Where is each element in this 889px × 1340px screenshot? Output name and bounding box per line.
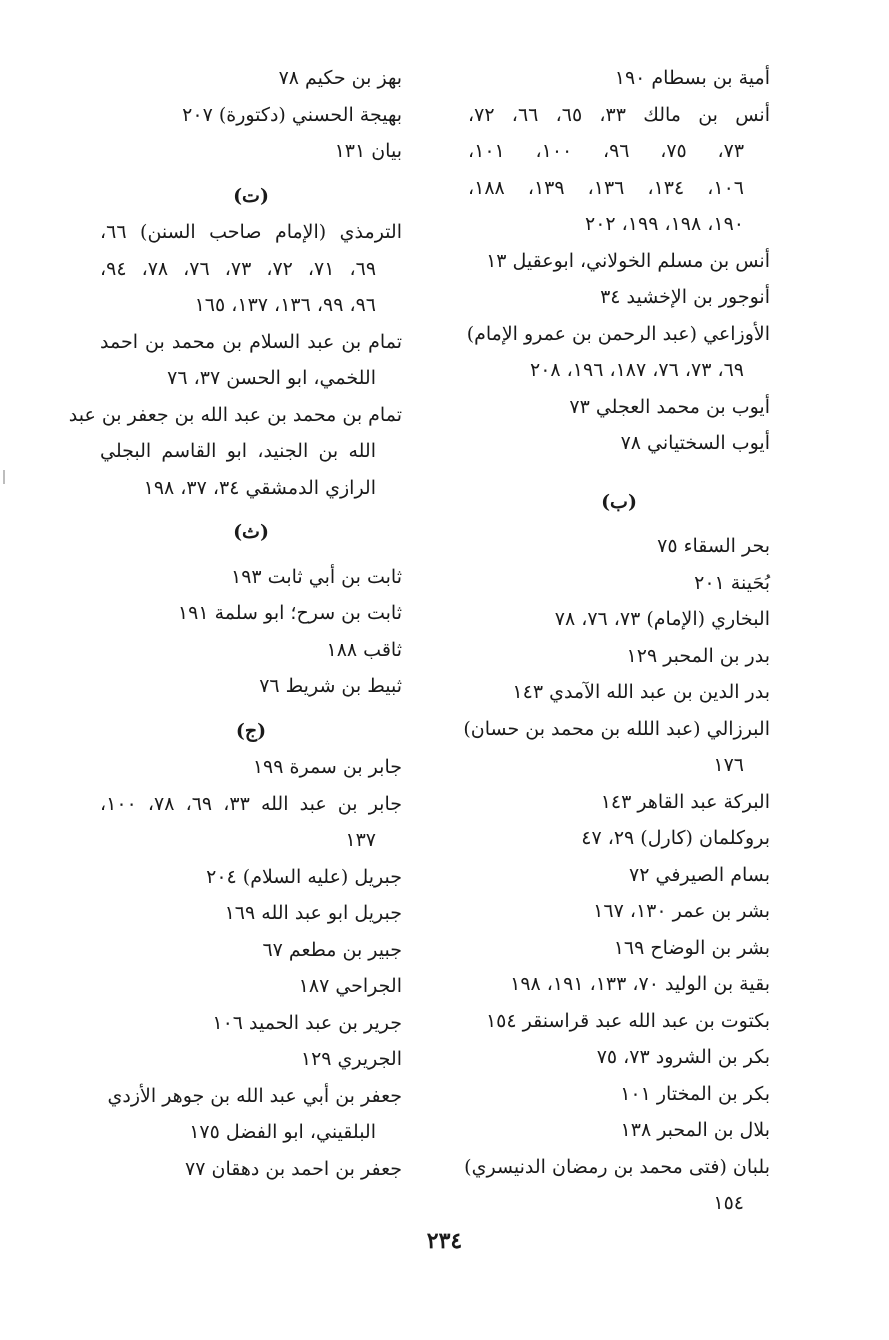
index-entry: أيوب بن محمد العجلي ٧٣: [569, 395, 770, 418]
index-column-right: [463, 60, 770, 1222]
section-heading-tha: (ث): [233, 521, 269, 543]
index-entry: ثابت بن سرح؛ ابو سلمة ١٩١: [177, 602, 402, 624]
section-gap: [468, 462, 770, 484]
index-entry: جبريل ابو عبد الله ١٦٩: [224, 902, 402, 924]
index-entry: جبريل (عليه السلام) ٢٠٤: [206, 865, 402, 888]
index-entry: بكتوت بن عبد الله عبد قراسنقر ١٥٤: [485, 1009, 770, 1032]
index-entry: بشر بن عمر ١٣٠، ١٦٧: [593, 900, 770, 922]
index-entry: تمام بن محمد بن عبد الله بن جعفر بن عبد: [68, 403, 402, 426]
index-entry-continuation: ١٣٧: [345, 829, 376, 851]
index-entry-continuation: ١٥٤: [713, 1192, 744, 1214]
index-entry: أمية بن بسطام ١٩٠: [614, 67, 770, 89]
index-entry-continuation: الرازي الدمشقي ٣٤، ٣٧، ١٩٨: [143, 476, 376, 499]
section-gap: [100, 551, 402, 559]
index-entry-continuation: ١٠٦، ١٣٤، ١٣٦، ١٣٩، ١٨٨،: [468, 176, 745, 199]
index-entry: بهز بن حكيم ٧٨: [278, 67, 402, 89]
index-entry: البركة عبد القاهر ١٤٣: [600, 790, 770, 813]
index-entry: ثبيط بن شريط ٧٦: [259, 675, 402, 697]
index-entry: بحر السقاء ٧٥: [657, 535, 770, 557]
index-entry: البرزالي (عبد اللله بن محمد بن حسان): [463, 717, 770, 740]
section-heading-ta: (ت): [233, 184, 269, 207]
index-entry: جبير بن مطعم ٦٧: [262, 938, 402, 961]
index-entry-continuation: البلقيني، ابو الفضل ١٧٥: [189, 1121, 376, 1143]
index-entry: بكر بن المختار ١٠١: [620, 1082, 770, 1105]
index-entry: جعفر بن احمد بن دهقان ٧٧: [185, 1157, 402, 1180]
index-entry: بهيجة الحسني (دكتورة) ٢٠٧: [182, 103, 402, 126]
index-entry: جابر بن عبد الله ٣٣، ٦٩، ٧٨، ١٠٠،: [100, 792, 402, 815]
scan-edge-mark: [3, 470, 5, 484]
index-entry: تمام بن عبد السلام بن محمد بن احمد: [100, 330, 402, 353]
index-entry: أنوجور بن الإخشيد ٣٤: [600, 286, 770, 308]
index-entry: جعفر بن أبي عبد الله بن جوهر الأزدي: [107, 1084, 402, 1107]
index-entry: أنس بن مسلم الخولاني، ابوعقيل ١٣: [486, 249, 770, 272]
index-entry: بكر بن الشرود ٧٣، ٧٥: [596, 1046, 770, 1068]
index-entry: بدر الدين بن عبد الله الآمدي ١٤٣: [512, 681, 770, 703]
index-entry: أنس بن مالك ٣٣، ٦٥، ٦٦، ٧٢،: [468, 103, 770, 126]
index-entry-continuation: ٩٦، ٩٩، ١٣٦، ١٣٧، ١٦٥: [194, 294, 376, 316]
index-entry-continuation: ٦٩، ٧٣، ٧٦، ١٨٧، ١٩٦، ٢٠٨: [530, 359, 744, 381]
index-entry-continuation: ١٧٦: [713, 754, 744, 776]
index-entry: الجراحي ١٨٧: [298, 975, 402, 997]
index-entry: بروكلمان (كارل) ٢٩، ٤٧: [581, 827, 770, 849]
section-gap: [468, 520, 770, 528]
section-gap: [100, 170, 402, 178]
section-heading-jim: (ج): [235, 719, 267, 742]
index-entry-continuation: اللخمي، ابو الحسن ٣٧، ٧٦: [167, 367, 376, 389]
index-entry: بشر بن الوضاح ١٦٩: [613, 936, 770, 959]
index-column-left: [68, 60, 402, 1187]
index-entry: البخاري (الإمام) ٧٣، ٧٦، ٧٨: [554, 608, 770, 630]
index-entry: بلبان (فتى محمد بن رمضان الدنيسري): [464, 1155, 770, 1178]
index-entry: ثابت بن أبي ثابت ١٩٣: [231, 565, 402, 588]
index-entry: بقية بن الوليد ٧٠، ١٣٣، ١٩١، ١٩٨: [510, 973, 770, 995]
index-entry: جرير بن عبد الحميد ١٠٦: [212, 1011, 402, 1034]
index-entry: بُحَينة ٢٠١: [694, 571, 770, 594]
index-entry: بيان ١٣١: [334, 140, 402, 162]
index-entry-continuation: الله بن الجنيد، ابو القاسم البجلي: [100, 440, 376, 462]
index-entry: الترمذي (الإمام صاحب السنن) ٦٦،: [100, 221, 402, 243]
index-entry-continuation: ٦٩، ٧١، ٧٢، ٧٣، ٧٦، ٧٨، ٩٤،: [100, 257, 377, 280]
index-entry: جابر بن سمرة ١٩٩: [252, 756, 402, 778]
index-entry: بدر بن المحبر ١٢٩: [626, 644, 770, 667]
index-entry: بسام الصيرفي ٧٢: [629, 863, 770, 886]
index-entry: أيوب السختياني ٧٨: [620, 432, 770, 454]
page-number: ٢٣٤: [426, 1228, 463, 1254]
index-entry: بلال بن المحبر ١٣٨: [620, 1119, 770, 1141]
index-entry: ثاقب ١٨٨: [326, 638, 402, 661]
section-gap: [100, 506, 402, 514]
index-entry-continuation: ٧٣، ٧٥، ٩٦، ١٠٠، ١٠١،: [468, 140, 745, 162]
index-entry: الأوزاعي (عبد الرحمن بن عمرو الإمام): [466, 322, 770, 345]
index-entry-continuation: ١٩٠، ١٩٨، ١٩٩، ٢٠٢: [584, 213, 744, 235]
section-heading-ba: (ب): [601, 490, 637, 513]
section-gap: [100, 705, 402, 713]
index-entry: الجريري ١٢٩: [300, 1048, 402, 1070]
